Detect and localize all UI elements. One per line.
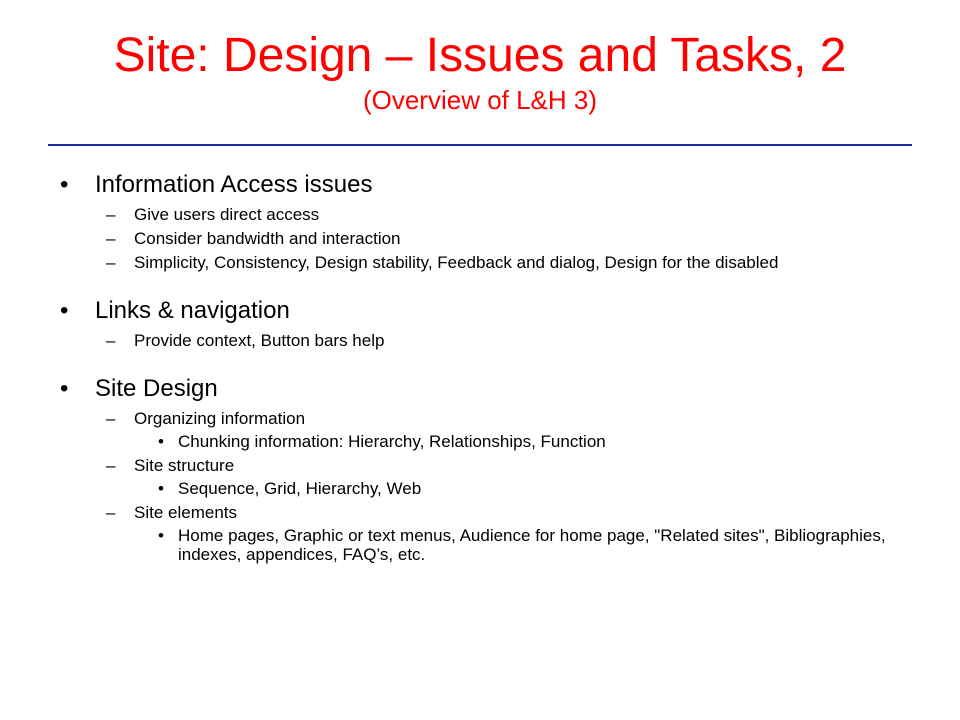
section-heading <box>60 374 920 404</box>
section-heading-text: Information Access issues <box>95 171 373 198</box>
list-item <box>60 229 920 248</box>
sub-list-item <box>60 432 920 451</box>
section-heading-text: Site Design <box>95 375 218 402</box>
bullet-marker: • <box>158 432 164 451</box>
section-spacer <box>60 350 920 374</box>
list-item <box>60 456 920 475</box>
list-item-text: Simplicity, Consistency, Design stability, Feedback and dialog, Design for the disabled <box>134 253 779 272</box>
sub-list-item-text: Sequence, Grid, Hierarchy, Web <box>178 479 422 498</box>
list-item-text: Provide context, Button bars help <box>134 331 385 350</box>
list-item <box>60 253 920 272</box>
bullet-marker: • <box>60 375 69 402</box>
list-item <box>60 503 920 522</box>
dash-marker: – <box>106 253 116 272</box>
bullet-marker: • <box>60 171 69 198</box>
bullet-marker: • <box>158 526 164 545</box>
slide-title-block <box>0 28 960 116</box>
sub-list-item <box>60 479 920 498</box>
dash-marker: – <box>106 503 116 522</box>
slide-subtitle: (Overview of L&H 3) <box>362 85 598 115</box>
section-heading <box>60 170 920 200</box>
slide-title: Site: Design – Issues and Tasks, 2 <box>113 29 847 82</box>
list-item <box>60 409 920 428</box>
dash-marker: – <box>106 409 116 428</box>
dash-marker: – <box>106 229 116 248</box>
sub-list-item <box>60 526 920 564</box>
section-heading-text: Links & navigation <box>95 297 290 324</box>
title-divider <box>48 144 912 146</box>
bullet-marker: • <box>60 297 69 324</box>
dash-marker: – <box>106 205 116 224</box>
sub-list-item-text: Chunking information: Hierarchy, Relationships, Function <box>178 432 606 451</box>
list-item-text: Consider bandwidth and interaction <box>134 229 401 248</box>
sub-list-item-text: Home pages, Graphic or text menus, Audience for home page, "Related sites", Bibliographies, indexes, appendices, FAQ’s, etc. <box>178 526 886 564</box>
bullet-marker: • <box>158 479 164 498</box>
section-spacer <box>60 272 920 296</box>
dash-marker: – <box>106 456 116 475</box>
list-item-text: Organizing information <box>134 409 306 428</box>
dash-marker: – <box>106 331 116 350</box>
slide-body <box>60 170 920 564</box>
list-item-text: Site elements <box>134 503 237 522</box>
section-heading <box>60 296 920 326</box>
list-item-text: Give users direct access <box>134 205 320 224</box>
list-item-text: Site structure <box>134 456 235 475</box>
list-item <box>60 205 920 224</box>
list-item <box>60 331 920 350</box>
